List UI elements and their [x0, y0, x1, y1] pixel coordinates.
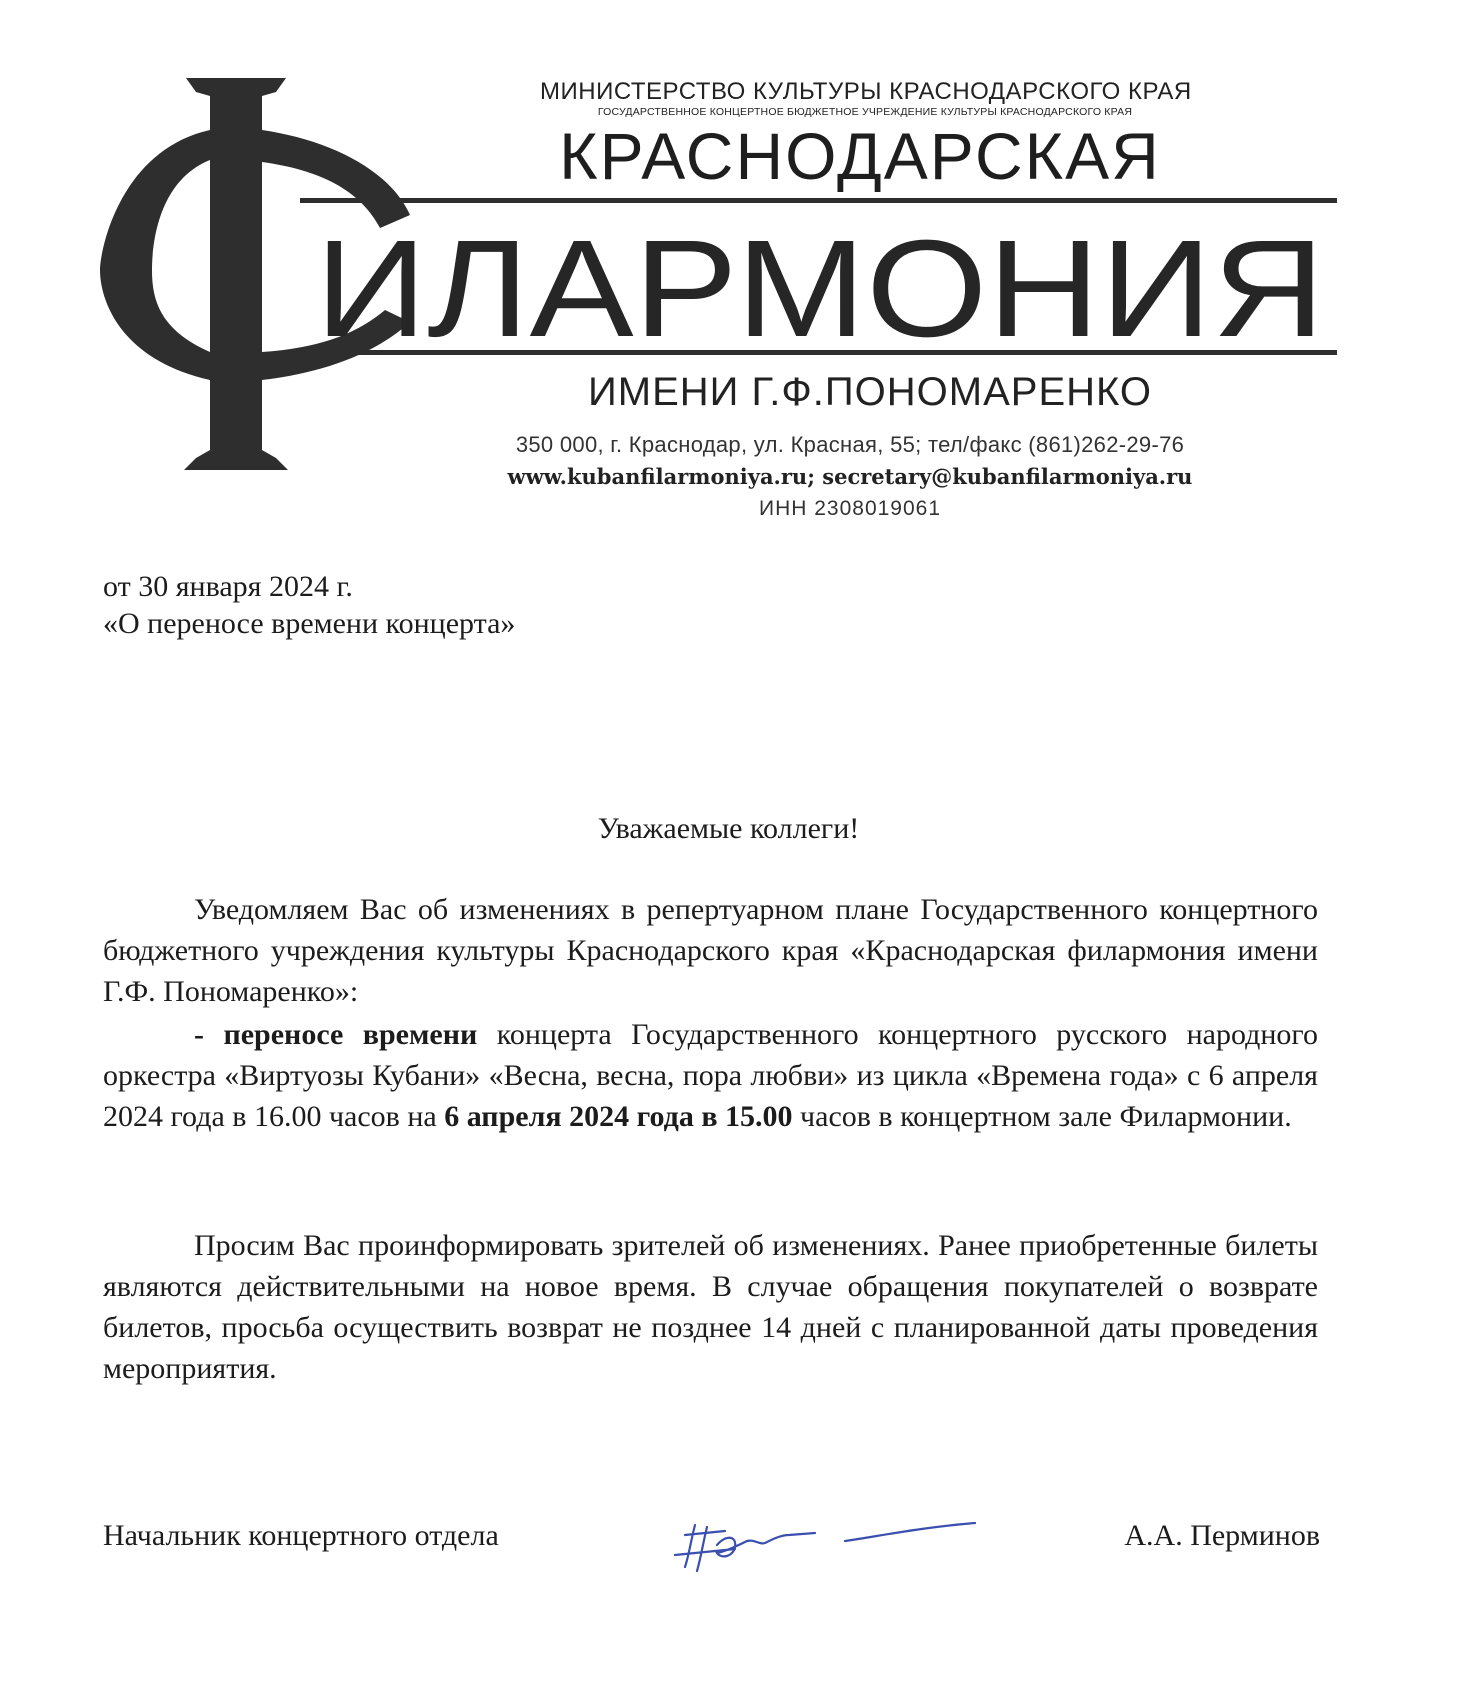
org-web-email: www.kubanfilarmoniya.ru; secretary@kubanfilarmoniya.ru — [507, 464, 1193, 489]
letter-subject: «О переносе времени концерта» — [103, 607, 516, 640]
logo-letter-left-bowl — [100, 130, 210, 380]
org-inn: ИНН 2308019061 — [758, 497, 942, 520]
paragraph-notice: Уведомляем Вас об изменениях в репертуарном плане Государственного концертного бюджетного учреждения культуры Краснодарского края «Краснодарская филармония имени Г.Ф. Пономаренко»: — [103, 893, 1318, 1008]
letter-greeting: Уважаемые коллеги! — [597, 812, 860, 845]
org-name-line1: КРАСНОДАРСКАЯ — [559, 119, 1161, 193]
change-keyword: переносе времени — [223, 1018, 478, 1051]
change-details: концерта Государственного концертного русского народного оркестра «Виртуозы Кубани» «Весна, весна, пора любви» из цикла «Времена года» с 6 апреля 2024 года в 16.00 часов на — [103, 1018, 1318, 1133]
handwritten-signature — [655, 1505, 985, 1580]
paragraph-request: Просим Вас проинформировать зрителей об изменениях. Ранее приобретенные билеты являются действительными на новое время. В случае обращения покупателей о возврате билетов, просьба осуществить возврат не позднее 14 дней с планированной даты проведения мероприятия. — [103, 1229, 1318, 1385]
signatory-position: Начальник концертного отдела — [103, 1519, 499, 1552]
letter-date: от 30 января 2024 г. — [103, 570, 353, 603]
signatory-name: А.А. Перминов — [1124, 1519, 1320, 1552]
institution-line: ГОСУДАРСТВЕННОЕ КОНЦЕРТНОЕ БЮДЖЕТНОЕ УЧРЕЖДЕНИЕ КУЛЬТУРЫ КРАСНОДАРСКОГО КРАЯ — [597, 106, 1133, 118]
logo-top-rule — [300, 198, 1337, 203]
change-venue: часов в концертном зале Филармонии. — [792, 1100, 1292, 1133]
paragraph-change — [103, 1014, 1318, 1137]
change-dash: - — [194, 1018, 224, 1051]
logo-wordmark-text: ИЛАРМОНИЯ — [315, 212, 1325, 366]
change-new-time: 6 апреля 2024 года в 15.00 — [444, 1100, 793, 1133]
ministry-line: МИНИСТЕРСТВО КУЛЬТУРЫ КРАСНОДАРСКОГО КРАЯ — [540, 78, 1192, 105]
org-named-after: ИМЕНИ Г.Ф.ПОНОМАРЕНКО — [588, 370, 1152, 414]
org-address: 350 000, г. Краснодар, ул. Красная, 55; тел/факс (861)262-29-76 — [515, 432, 1185, 457]
